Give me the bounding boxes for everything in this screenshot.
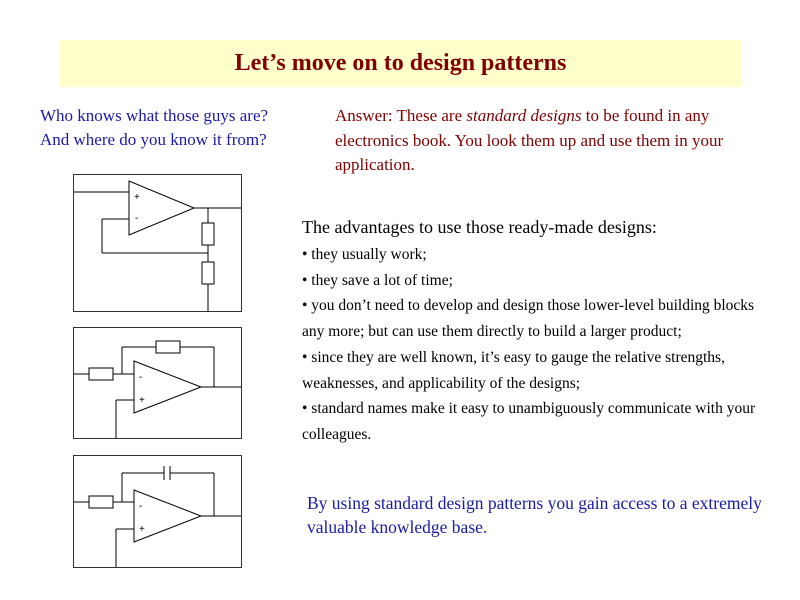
- advantages-section: [302, 215, 772, 448]
- list-item: • they save a lot of time;: [302, 271, 453, 289]
- resistor-symbol: [202, 223, 214, 245]
- circuit-input-label: +: [139, 395, 145, 406]
- integrator-diagram: [74, 456, 241, 567]
- resistor-symbol: [89, 368, 113, 380]
- list-item: • standard names make it easy to unambiguously communicate with your colleagues.: [302, 400, 756, 443]
- advantages-list: [302, 242, 772, 448]
- answer-suffix: to be found in any electronics book. You look them up and use them in your application.: [335, 106, 724, 174]
- resistor-symbol: [89, 496, 113, 508]
- circuit-input-label: -: [139, 372, 143, 383]
- op-amp-symbol: [129, 181, 194, 235]
- title-banner: [60, 40, 741, 87]
- list-item: • since they are well known, it’s easy to gauge the relative strengths, weaknesses, and applicability of the designs;: [302, 348, 725, 392]
- slide-title: Let’s move on to design patterns: [234, 50, 567, 76]
- circuit-input-label: -: [135, 213, 139, 224]
- answer-text: [335, 104, 765, 178]
- conclusion-text: By using standard design patterns you gain access to a extremely valuable knowledge base.: [307, 493, 762, 537]
- answer-prefix: Answer: These are: [335, 106, 467, 125]
- circuit-inverting-amplifier: [73, 327, 242, 439]
- question-line: And where do you know it from?: [40, 130, 267, 149]
- non-inverting-amplifier-diagram: [74, 175, 241, 311]
- circuit-input-label: +: [139, 524, 145, 535]
- list-item: • you don’t need to develop and design those lower-level building blocks any more; but can use them directly to build a larger product;: [302, 297, 755, 341]
- circuit-non-inverting-amplifier: [73, 174, 242, 312]
- resistor-symbol: [202, 262, 214, 284]
- list-item: • they usually work;: [302, 246, 427, 263]
- circuit-integrator: [73, 455, 242, 568]
- circuit-input-label: +: [134, 192, 140, 203]
- resistor-symbol: [156, 341, 180, 353]
- circuit-input-label: -: [139, 501, 143, 512]
- question-text: [40, 104, 330, 152]
- advantages-heading: The advantages to use those ready-made designs:: [302, 217, 657, 237]
- question-line: Who knows what those guys are?: [40, 106, 269, 125]
- inverting-amplifier-diagram: [74, 328, 241, 438]
- answer-emphasis: standard designs: [466, 106, 582, 125]
